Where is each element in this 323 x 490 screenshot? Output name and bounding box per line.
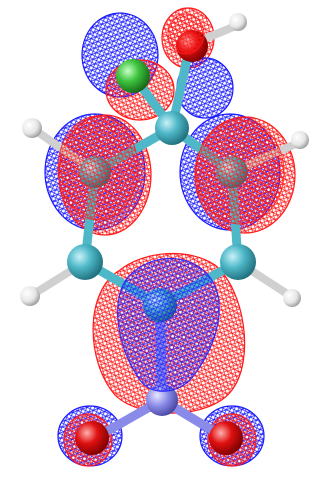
oxygen-atom xyxy=(209,421,243,455)
chlorine-atom xyxy=(116,59,150,93)
hydrogen-atom xyxy=(22,118,42,138)
hydrogen-atom xyxy=(283,289,301,307)
oxygen-atom xyxy=(75,421,109,455)
hydrogen-atom xyxy=(20,286,40,306)
orbital-lobe-positive xyxy=(168,14,204,54)
orbital-lobe-positive xyxy=(196,120,284,224)
carbon-atom xyxy=(220,244,256,280)
carbon-atom xyxy=(155,111,189,145)
hydrogen-atom xyxy=(291,131,309,149)
hydrogen-atom xyxy=(229,13,247,31)
orbital-lobe-positive xyxy=(58,116,138,220)
carbon-atom xyxy=(67,244,103,280)
